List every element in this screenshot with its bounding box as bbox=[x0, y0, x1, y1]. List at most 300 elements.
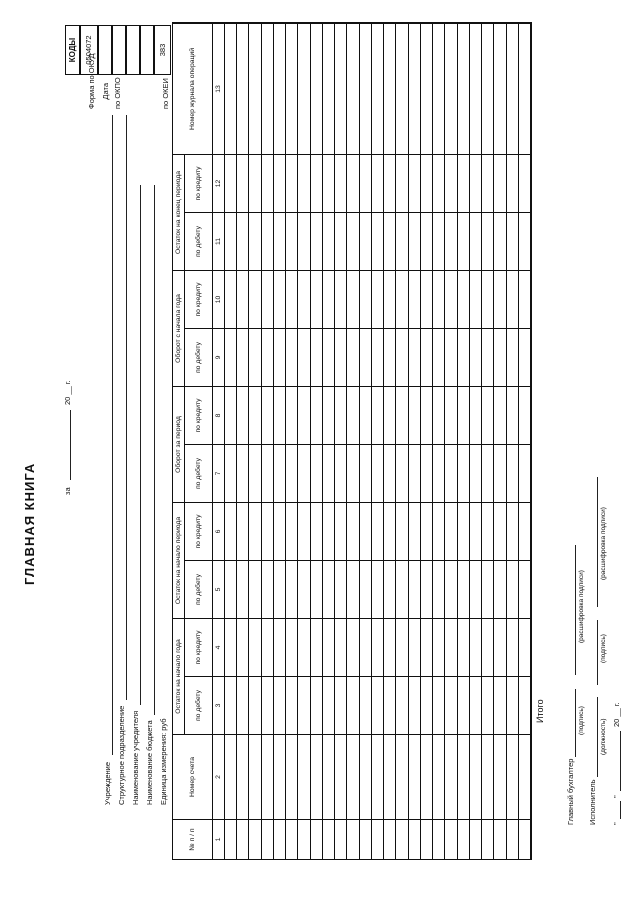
ledger-cell[interactable] bbox=[323, 819, 335, 859]
codes-extra-value-2[interactable] bbox=[140, 25, 154, 75]
ledger-cell[interactable] bbox=[249, 23, 261, 154]
ledger-cell[interactable] bbox=[409, 560, 421, 618]
ledger-cell[interactable] bbox=[237, 212, 249, 270]
ledger-cell[interactable] bbox=[225, 23, 237, 154]
ledger-cell[interactable] bbox=[507, 560, 519, 618]
ledger-cell[interactable] bbox=[445, 270, 457, 328]
ledger-cell[interactable] bbox=[323, 154, 335, 212]
ledger-cell[interactable] bbox=[311, 154, 323, 212]
date-day-line[interactable] bbox=[620, 801, 621, 819]
ledger-cell[interactable] bbox=[225, 618, 237, 676]
ledger-cell[interactable] bbox=[482, 212, 494, 270]
ledger-cell[interactable] bbox=[396, 270, 408, 328]
ledger-cell[interactable] bbox=[249, 154, 261, 212]
ledger-cell[interactable] bbox=[494, 212, 506, 270]
ledger-cell[interactable] bbox=[286, 734, 298, 819]
ledger-cell[interactable] bbox=[360, 270, 372, 328]
ledger-cell[interactable] bbox=[262, 444, 274, 502]
ledger-cell[interactable] bbox=[298, 560, 310, 618]
ledger-cell[interactable] bbox=[470, 618, 482, 676]
ledger-cell[interactable] bbox=[507, 819, 519, 859]
ledger-cell[interactable] bbox=[433, 386, 445, 444]
ledger-cell[interactable] bbox=[286, 386, 298, 444]
ledger-cell[interactable] bbox=[335, 386, 347, 444]
ledger-cell[interactable] bbox=[470, 154, 482, 212]
ledger-cell[interactable] bbox=[458, 560, 470, 618]
ledger-cell[interactable] bbox=[274, 212, 286, 270]
ledger-cell[interactable] bbox=[225, 560, 237, 618]
ledger-cell[interactable] bbox=[433, 328, 445, 386]
ledger-cell[interactable] bbox=[298, 270, 310, 328]
ledger-cell[interactable] bbox=[409, 444, 421, 502]
ledger-cell[interactable] bbox=[421, 676, 433, 734]
field-institution-line[interactable] bbox=[112, 115, 113, 755]
ledger-cell[interactable] bbox=[494, 23, 506, 154]
ledger-cell[interactable] bbox=[335, 23, 347, 154]
ledger-cell[interactable] bbox=[372, 618, 384, 676]
ledger-cell[interactable] bbox=[274, 618, 286, 676]
ledger-cell[interactable] bbox=[274, 154, 286, 212]
ledger-cell[interactable] bbox=[396, 502, 408, 560]
ledger-cell[interactable] bbox=[433, 734, 445, 819]
field-founder-line[interactable] bbox=[140, 185, 141, 705]
ledger-cell[interactable] bbox=[482, 502, 494, 560]
ledger-cell[interactable] bbox=[409, 328, 421, 386]
ledger-cell[interactable] bbox=[225, 154, 237, 212]
ledger-cell[interactable] bbox=[237, 154, 249, 212]
ledger-cell[interactable] bbox=[384, 819, 396, 859]
ledger-cell[interactable] bbox=[274, 502, 286, 560]
ledger-cell[interactable] bbox=[360, 734, 372, 819]
ledger-cell[interactable] bbox=[458, 618, 470, 676]
ledger-cell[interactable] bbox=[311, 502, 323, 560]
ledger-cell[interactable] bbox=[372, 212, 384, 270]
ledger-cell[interactable] bbox=[372, 328, 384, 386]
ledger-cell[interactable] bbox=[347, 212, 359, 270]
ledger-cell[interactable] bbox=[335, 819, 347, 859]
ledger-cell[interactable] bbox=[409, 386, 421, 444]
ledger-cell[interactable] bbox=[262, 270, 274, 328]
ledger-cell[interactable] bbox=[384, 386, 396, 444]
executor-position-line[interactable] bbox=[597, 697, 598, 777]
ledger-cell[interactable] bbox=[360, 23, 372, 154]
ledger-cell[interactable] bbox=[445, 819, 457, 859]
ledger-cell[interactable] bbox=[372, 819, 384, 859]
ledger-cell[interactable] bbox=[445, 676, 457, 734]
ledger-cell[interactable] bbox=[237, 676, 249, 734]
ledger-cell[interactable] bbox=[360, 618, 372, 676]
ledger-cell[interactable] bbox=[262, 819, 274, 859]
ledger-cell[interactable] bbox=[519, 328, 531, 386]
ledger-cell[interactable] bbox=[311, 444, 323, 502]
ledger-cell[interactable] bbox=[274, 328, 286, 386]
date-month-line[interactable] bbox=[620, 731, 621, 791]
ledger-cell[interactable] bbox=[519, 819, 531, 859]
ledger-cell[interactable] bbox=[458, 386, 470, 444]
ledger-cell[interactable] bbox=[384, 328, 396, 386]
ledger-cell[interactable] bbox=[519, 212, 531, 270]
ledger-cell[interactable] bbox=[494, 819, 506, 859]
ledger-cell[interactable] bbox=[445, 154, 457, 212]
chief-signature-line[interactable] bbox=[575, 689, 576, 757]
ledger-cell[interactable] bbox=[433, 23, 445, 154]
ledger-cell[interactable] bbox=[249, 819, 261, 859]
ledger-cell[interactable] bbox=[274, 23, 286, 154]
ledger-cell[interactable] bbox=[396, 444, 408, 502]
ledger-cell[interactable] bbox=[433, 618, 445, 676]
ledger-cell[interactable] bbox=[323, 386, 335, 444]
ledger-cell[interactable] bbox=[323, 618, 335, 676]
ledger-cell[interactable] bbox=[262, 23, 274, 154]
ledger-cell[interactable] bbox=[360, 444, 372, 502]
ledger-cell[interactable] bbox=[347, 270, 359, 328]
ledger-cell[interactable] bbox=[445, 618, 457, 676]
ledger-cell[interactable] bbox=[507, 154, 519, 212]
ledger-cell[interactable] bbox=[482, 444, 494, 502]
ledger-cell[interactable] bbox=[286, 23, 298, 154]
ledger-cell[interactable] bbox=[347, 444, 359, 502]
ledger-cell[interactable] bbox=[311, 734, 323, 819]
executor-signature-line[interactable] bbox=[597, 620, 598, 685]
ledger-cell[interactable] bbox=[335, 154, 347, 212]
ledger-cell[interactable] bbox=[372, 270, 384, 328]
ledger-cell[interactable] bbox=[384, 676, 396, 734]
ledger-cell[interactable] bbox=[360, 328, 372, 386]
ledger-cell[interactable] bbox=[335, 270, 347, 328]
ledger-cell[interactable] bbox=[445, 386, 457, 444]
ledger-cell[interactable] bbox=[249, 270, 261, 328]
ledger-cell[interactable] bbox=[458, 676, 470, 734]
ledger-cell[interactable] bbox=[433, 270, 445, 328]
ledger-cell[interactable] bbox=[347, 386, 359, 444]
ledger-cell[interactable] bbox=[298, 618, 310, 676]
ledger-cell[interactable] bbox=[445, 212, 457, 270]
ledger-cell[interactable] bbox=[237, 618, 249, 676]
ledger-cell[interactable] bbox=[519, 676, 531, 734]
ledger-cell[interactable] bbox=[396, 328, 408, 386]
ledger-cell[interactable] bbox=[494, 734, 506, 819]
ledger-cell[interactable] bbox=[323, 212, 335, 270]
ledger-cell[interactable] bbox=[249, 444, 261, 502]
ledger-cell[interactable] bbox=[225, 676, 237, 734]
ledger-cell[interactable] bbox=[249, 618, 261, 676]
period-line[interactable] bbox=[70, 410, 71, 480]
ledger-cell[interactable] bbox=[384, 212, 396, 270]
ledger-cell[interactable] bbox=[262, 502, 274, 560]
ledger-cell[interactable] bbox=[286, 819, 298, 859]
ledger-cell[interactable] bbox=[311, 618, 323, 676]
ledger-cell[interactable] bbox=[262, 386, 274, 444]
ledger-cell[interactable] bbox=[433, 212, 445, 270]
ledger-cell[interactable] bbox=[347, 819, 359, 859]
ledger-cell[interactable] bbox=[409, 819, 421, 859]
ledger-cell[interactable] bbox=[298, 676, 310, 734]
ledger-cell[interactable] bbox=[262, 734, 274, 819]
ledger-cell[interactable] bbox=[421, 386, 433, 444]
ledger-cell[interactable] bbox=[507, 618, 519, 676]
ledger-cell[interactable] bbox=[372, 23, 384, 154]
ledger-cell[interactable] bbox=[396, 212, 408, 270]
ledger-cell[interactable] bbox=[286, 502, 298, 560]
ledger-cell[interactable] bbox=[433, 444, 445, 502]
ledger-cell[interactable] bbox=[360, 502, 372, 560]
ledger-cell[interactable] bbox=[311, 819, 323, 859]
ledger-cell[interactable] bbox=[519, 502, 531, 560]
ledger-cell[interactable] bbox=[458, 270, 470, 328]
ledger-cell[interactable] bbox=[274, 560, 286, 618]
ledger-cell[interactable] bbox=[384, 444, 396, 502]
ledger-cell[interactable] bbox=[311, 212, 323, 270]
ledger-cell[interactable] bbox=[372, 676, 384, 734]
ledger-cell[interactable] bbox=[225, 444, 237, 502]
ledger-cell[interactable] bbox=[298, 328, 310, 386]
ledger-cell[interactable] bbox=[323, 676, 335, 734]
ledger-cell[interactable] bbox=[360, 819, 372, 859]
ledger-cell[interactable] bbox=[409, 676, 421, 734]
ledger-cell[interactable] bbox=[347, 23, 359, 154]
ledger-cell[interactable] bbox=[396, 386, 408, 444]
ledger-cell[interactable] bbox=[470, 270, 482, 328]
ledger-cell[interactable] bbox=[507, 734, 519, 819]
ledger-cell[interactable] bbox=[421, 444, 433, 502]
ledger-cell[interactable] bbox=[335, 734, 347, 819]
ledger-cell[interactable] bbox=[335, 444, 347, 502]
ledger-cell[interactable] bbox=[274, 734, 286, 819]
ledger-cell[interactable] bbox=[396, 676, 408, 734]
ledger-cell[interactable] bbox=[494, 444, 506, 502]
ledger-cell[interactable] bbox=[482, 328, 494, 386]
ledger-cell[interactable] bbox=[470, 212, 482, 270]
ledger-cell[interactable] bbox=[237, 444, 249, 502]
ledger-cell[interactable] bbox=[311, 270, 323, 328]
ledger-cell[interactable] bbox=[311, 23, 323, 154]
ledger-cell[interactable] bbox=[335, 560, 347, 618]
ledger-cell[interactable] bbox=[225, 270, 237, 328]
ledger-cell[interactable] bbox=[372, 560, 384, 618]
ledger-cell[interactable] bbox=[237, 328, 249, 386]
ledger-cell[interactable] bbox=[347, 560, 359, 618]
ledger-cell[interactable] bbox=[507, 212, 519, 270]
ledger-cell[interactable] bbox=[262, 676, 274, 734]
ledger-cell[interactable] bbox=[262, 328, 274, 386]
ledger-cell[interactable] bbox=[347, 502, 359, 560]
ledger-cell[interactable] bbox=[470, 328, 482, 386]
ledger-cell[interactable] bbox=[470, 502, 482, 560]
ledger-cell[interactable] bbox=[298, 819, 310, 859]
ledger-cell[interactable] bbox=[286, 676, 298, 734]
ledger-cell[interactable] bbox=[335, 328, 347, 386]
ledger-cell[interactable] bbox=[311, 328, 323, 386]
ledger-cell[interactable] bbox=[421, 23, 433, 154]
ledger-cell[interactable] bbox=[445, 502, 457, 560]
ledger-cell[interactable] bbox=[458, 819, 470, 859]
ledger-cell[interactable] bbox=[262, 560, 274, 618]
ledger-cell[interactable] bbox=[445, 560, 457, 618]
ledger-cell[interactable] bbox=[286, 212, 298, 270]
ledger-cell[interactable] bbox=[507, 23, 519, 154]
ledger-cell[interactable] bbox=[274, 819, 286, 859]
ledger-cell[interactable] bbox=[396, 154, 408, 212]
ledger-cell[interactable] bbox=[433, 819, 445, 859]
ledger-cell[interactable] bbox=[421, 819, 433, 859]
ledger-cell[interactable] bbox=[519, 618, 531, 676]
ledger-cell[interactable] bbox=[237, 23, 249, 154]
ledger-cell[interactable] bbox=[372, 154, 384, 212]
ledger-cell[interactable] bbox=[286, 154, 298, 212]
ledger-cell[interactable] bbox=[384, 734, 396, 819]
ledger-cell[interactable] bbox=[396, 23, 408, 154]
ledger-cell[interactable] bbox=[470, 819, 482, 859]
ledger-cell[interactable] bbox=[225, 734, 237, 819]
ledger-cell[interactable] bbox=[519, 734, 531, 819]
ledger-cell[interactable] bbox=[494, 502, 506, 560]
ledger-cell[interactable] bbox=[494, 270, 506, 328]
ledger-cell[interactable] bbox=[507, 676, 519, 734]
ledger-cell[interactable] bbox=[519, 560, 531, 618]
ledger-cell[interactable] bbox=[482, 386, 494, 444]
ledger-cell[interactable] bbox=[323, 560, 335, 618]
ledger-cell[interactable] bbox=[458, 502, 470, 560]
ledger-cell[interactable] bbox=[262, 212, 274, 270]
ledger-cell[interactable] bbox=[298, 386, 310, 444]
ledger-cell[interactable] bbox=[482, 618, 494, 676]
ledger-cell[interactable] bbox=[519, 270, 531, 328]
ledger-cell[interactable] bbox=[323, 502, 335, 560]
ledger-cell[interactable] bbox=[470, 676, 482, 734]
ledger-cell[interactable] bbox=[519, 386, 531, 444]
ledger-cell[interactable] bbox=[470, 560, 482, 618]
ledger-cell[interactable] bbox=[482, 676, 494, 734]
ledger-cell[interactable] bbox=[494, 618, 506, 676]
ledger-cell[interactable] bbox=[384, 270, 396, 328]
ledger-cell[interactable] bbox=[409, 734, 421, 819]
ledger-cell[interactable] bbox=[372, 502, 384, 560]
ledger-cell[interactable] bbox=[360, 676, 372, 734]
ledger-cell[interactable] bbox=[421, 502, 433, 560]
ledger-cell[interactable] bbox=[470, 444, 482, 502]
ledger-cell[interactable] bbox=[249, 676, 261, 734]
ledger-cell[interactable] bbox=[298, 23, 310, 154]
ledger-cell[interactable] bbox=[421, 734, 433, 819]
ledger-cell[interactable] bbox=[482, 819, 494, 859]
ledger-cell[interactable] bbox=[494, 676, 506, 734]
ledger-cell[interactable] bbox=[311, 386, 323, 444]
ledger-cell[interactable] bbox=[396, 734, 408, 819]
ledger-cell[interactable] bbox=[507, 502, 519, 560]
ledger-cell[interactable] bbox=[262, 618, 274, 676]
ledger-cell[interactable] bbox=[409, 154, 421, 212]
ledger-cell[interactable] bbox=[274, 386, 286, 444]
ledger-cell[interactable] bbox=[482, 560, 494, 618]
ledger-cell[interactable] bbox=[372, 386, 384, 444]
ledger-cell[interactable] bbox=[482, 734, 494, 819]
ledger-cell[interactable] bbox=[298, 444, 310, 502]
ledger-cell[interactable] bbox=[274, 270, 286, 328]
ledger-cell[interactable] bbox=[274, 444, 286, 502]
ledger-cell[interactable] bbox=[360, 386, 372, 444]
ledger-cell[interactable] bbox=[298, 734, 310, 819]
ledger-cell[interactable] bbox=[494, 328, 506, 386]
ledger-cell[interactable] bbox=[519, 444, 531, 502]
ledger-cell[interactable] bbox=[433, 154, 445, 212]
ledger-cell[interactable] bbox=[409, 270, 421, 328]
ledger-cell[interactable] bbox=[360, 154, 372, 212]
ledger-cell[interactable] bbox=[249, 212, 261, 270]
ledger-cell[interactable] bbox=[298, 212, 310, 270]
ledger-cell[interactable] bbox=[347, 328, 359, 386]
ledger-cell[interactable] bbox=[249, 386, 261, 444]
ledger-cell[interactable] bbox=[323, 23, 335, 154]
ledger-cell[interactable] bbox=[335, 502, 347, 560]
ledger-cell[interactable] bbox=[482, 154, 494, 212]
ledger-cell[interactable] bbox=[519, 23, 531, 154]
ledger-cell[interactable] bbox=[507, 328, 519, 386]
ledger-cell[interactable] bbox=[494, 154, 506, 212]
ledger-cell[interactable] bbox=[372, 734, 384, 819]
ledger-cell[interactable] bbox=[396, 819, 408, 859]
ledger-cell[interactable] bbox=[225, 502, 237, 560]
ledger-cell[interactable] bbox=[384, 154, 396, 212]
ledger-cell[interactable] bbox=[458, 154, 470, 212]
ledger-cell[interactable] bbox=[384, 23, 396, 154]
ledger-cell[interactable] bbox=[445, 328, 457, 386]
ledger-cell[interactable] bbox=[249, 328, 261, 386]
ledger-cell[interactable] bbox=[323, 270, 335, 328]
ledger-cell[interactable] bbox=[323, 734, 335, 819]
ledger-cell[interactable] bbox=[433, 560, 445, 618]
ledger-cell[interactable] bbox=[470, 734, 482, 819]
ledger-cell[interactable] bbox=[311, 560, 323, 618]
ledger-cell[interactable] bbox=[458, 734, 470, 819]
ledger-cell[interactable] bbox=[262, 154, 274, 212]
ledger-cell[interactable] bbox=[482, 270, 494, 328]
ledger-cell[interactable] bbox=[433, 676, 445, 734]
ledger-cell[interactable] bbox=[237, 386, 249, 444]
ledger-cell[interactable] bbox=[445, 734, 457, 819]
ledger-cell[interactable] bbox=[225, 819, 237, 859]
ledger-cell[interactable] bbox=[335, 212, 347, 270]
ledger-cell[interactable] bbox=[286, 270, 298, 328]
ledger-cell[interactable] bbox=[274, 676, 286, 734]
ledger-cell[interactable] bbox=[384, 618, 396, 676]
ledger-cell[interactable] bbox=[384, 560, 396, 618]
ledger-cell[interactable] bbox=[237, 560, 249, 618]
ledger-cell[interactable] bbox=[409, 618, 421, 676]
ledger-cell[interactable] bbox=[298, 154, 310, 212]
ledger-cell[interactable] bbox=[286, 328, 298, 386]
ledger-cell[interactable] bbox=[225, 386, 237, 444]
ledger-cell[interactable] bbox=[445, 23, 457, 154]
ledger-cell[interactable] bbox=[421, 212, 433, 270]
ledger-cell[interactable] bbox=[458, 328, 470, 386]
ledger-cell[interactable] bbox=[311, 676, 323, 734]
ledger-cell[interactable] bbox=[507, 386, 519, 444]
ledger-cell[interactable] bbox=[421, 154, 433, 212]
ledger-cell[interactable] bbox=[458, 212, 470, 270]
ledger-cell[interactable] bbox=[421, 328, 433, 386]
chief-decode-line[interactable] bbox=[575, 545, 576, 675]
ledger-cell[interactable] bbox=[396, 618, 408, 676]
ledger-cell[interactable] bbox=[286, 444, 298, 502]
ledger-cell[interactable] bbox=[482, 23, 494, 154]
ledger-cell[interactable] bbox=[347, 618, 359, 676]
ledger-cell[interactable] bbox=[237, 502, 249, 560]
ledger-cell[interactable] bbox=[409, 502, 421, 560]
ledger-cell[interactable] bbox=[470, 386, 482, 444]
ledger-cell[interactable] bbox=[347, 676, 359, 734]
ledger-cell[interactable] bbox=[409, 23, 421, 154]
ledger-cell[interactable] bbox=[249, 560, 261, 618]
